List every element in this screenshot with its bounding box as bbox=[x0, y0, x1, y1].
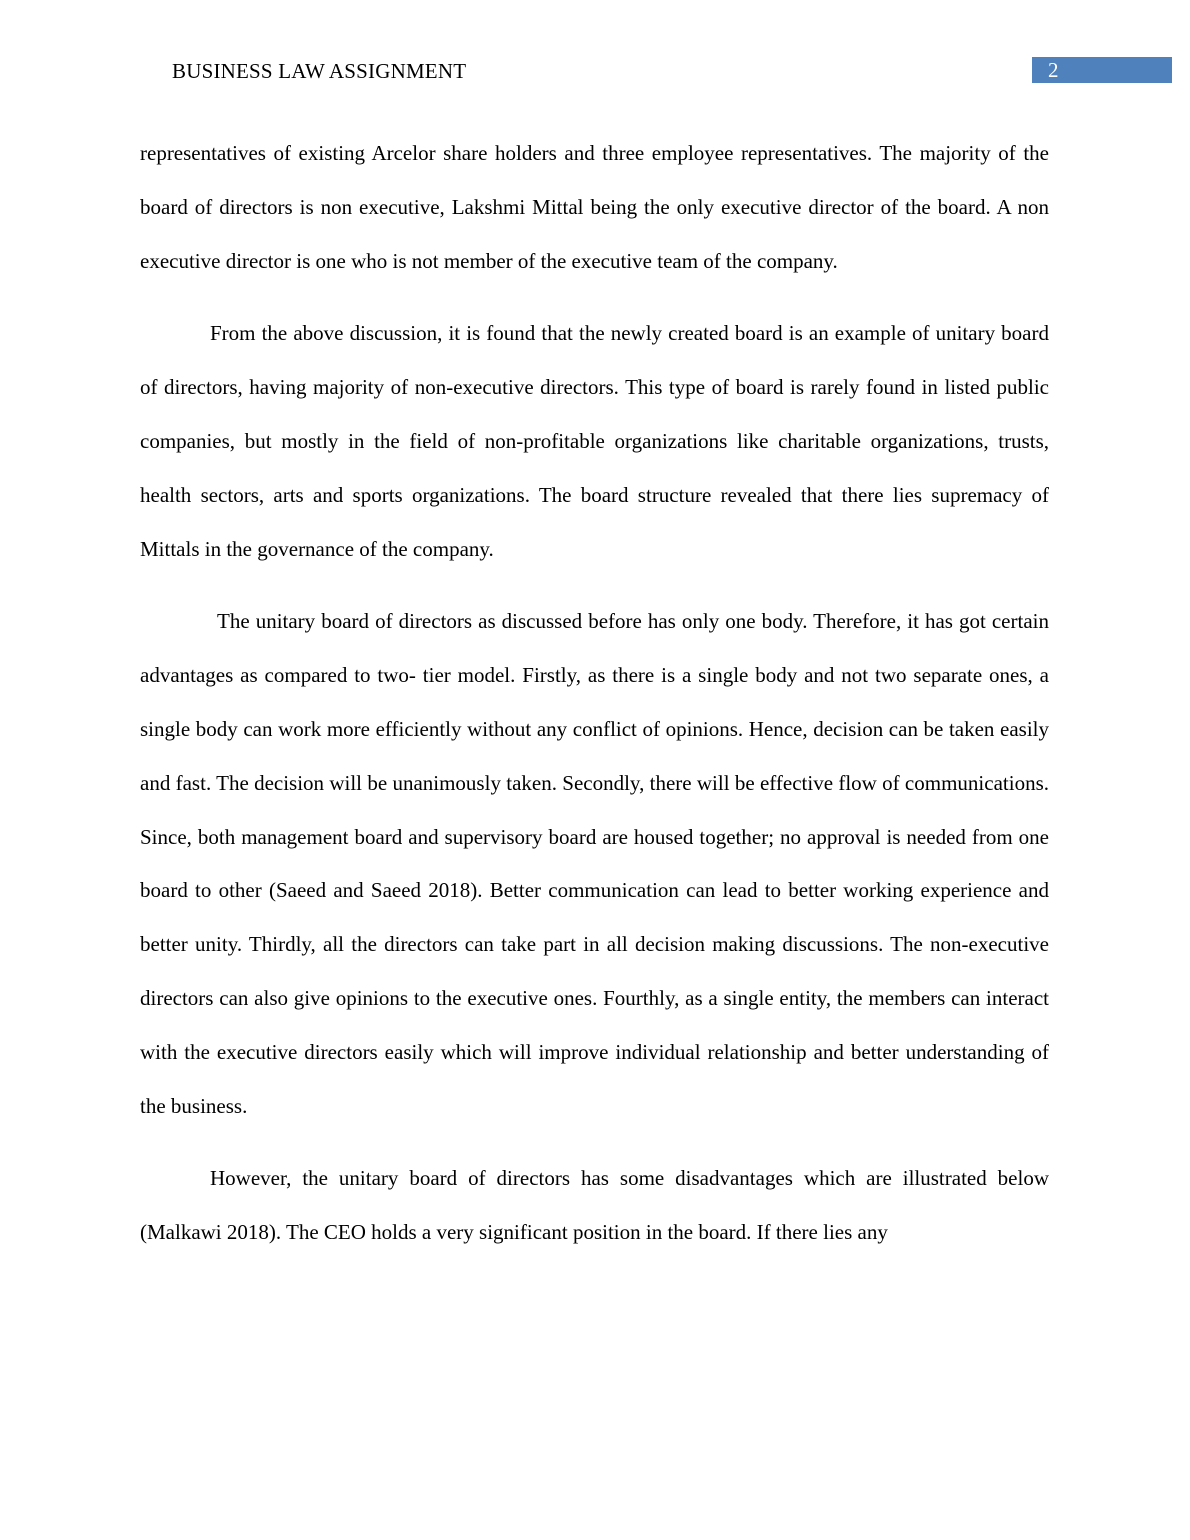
document-body bbox=[140, 127, 1049, 1279]
running-header-title: BUSINESS LAW ASSIGNMENT bbox=[172, 59, 467, 83]
page-number: 2 bbox=[1048, 58, 1059, 82]
paragraph-advantages: The unitary board of directors as discussed before has only one body. Therefore, it has got certain advantages as compared to two- tier model. Firstly, as there is a single body and not two separate ones, a single body can work more efficiently without any conflict of opinions. Hence, decision can be taken easily and fast. The decision will be unanimously taken. Secondly, there will be effective flow of communications. Since, both management board and supervisory board are housed together; no approval is needed from one board to other (Saeed and Saeed 2018). Better communication can lead to better working experience and better unity. Thirdly, all the directors can take part in all decision making discussions. The non-executive directors can also give opinions to the executive ones. Fourthly, as a single entity, the members can interact with the executive directors easily which will improve individual relationship and better understanding of the business. bbox=[140, 609, 1049, 1118]
paragraph-board-composition: representatives of existing Arcelor share holders and three employee representatives. The majority of the board of directors is non executive, Lakshmi Mittal being the only executive director of the board. A non executive director is one who is not member of the executive team of the company. bbox=[140, 141, 1049, 273]
page-number-badge bbox=[1032, 57, 1172, 83]
paragraph-unitary-board: From the above discussion, it is found that the newly created board is an example of unitary board of directors, having majority of non-executive directors. This type of board is rarely found in listed public companies, but mostly in the field of non-profitable organizations like charitable organizations, trusts, health sectors, arts and sports organizations. The board structure revealed that there lies supremacy of Mittals in the governance of the company. bbox=[140, 321, 1049, 561]
paragraph-disadvantages: However, the unitary board of directors has some disadvantages which are illustrated below (Malkawi 2018). The CEO holds a very significant position in the board. If there lies any bbox=[140, 1166, 1049, 1245]
